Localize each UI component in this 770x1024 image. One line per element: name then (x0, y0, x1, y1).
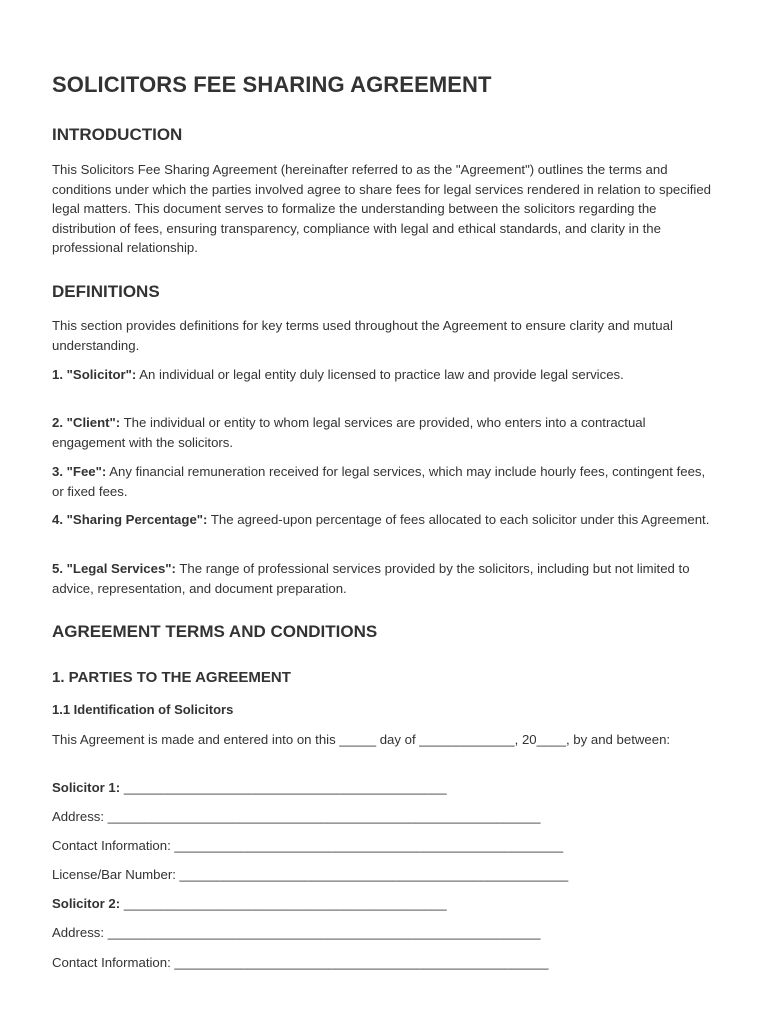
definition-text: An individual or legal entity duly licensed to practice law and provide legal services. (136, 367, 624, 382)
solicitor2-address-field[interactable]: Address: ___________________________________________________________ (52, 925, 541, 940)
solicitor2-name-field[interactable] (52, 894, 447, 914)
definition-item (52, 510, 718, 530)
solicitor2-blank[interactable]: ____________________________________________ (120, 896, 447, 911)
definition-item (52, 365, 718, 385)
definition-text: The individual or entity to whom legal services are provided, who enters into a contractual engagement with the solicitors. (52, 415, 646, 450)
solicitor1-contact-field[interactable]: Contact Information: _____________________________________________________ (52, 838, 564, 853)
solicitor1-address-field[interactable]: Address: ___________________________________________________________ (52, 809, 541, 824)
definition-text: The range of professional services provided by the solicitors, including but not limited to advice, representation, and document preparation. (52, 561, 690, 596)
parties-heading: 1. PARTIES TO THE AGREEMENT (52, 669, 291, 686)
definitions-intro: This section provides definitions for key terms used throughout the Agreement to ensure clarity and mutual understanding. (52, 318, 673, 353)
definition-item (52, 462, 718, 501)
solicitor1-blank[interactable]: ____________________________________________ (120, 780, 447, 795)
introduction-heading: INTRODUCTION (52, 125, 183, 144)
solicitor1-label: Solicitor 1: (52, 780, 121, 795)
definition-term: 3. "Fee": (52, 464, 107, 479)
definition-item (52, 559, 718, 598)
definitions-heading: DEFINITIONS (52, 282, 160, 301)
definition-text: The agreed-upon percentage of fees allocated to each solicitor under this Agreement. (207, 512, 710, 527)
agreement-date-text: This Agreement is made and entered into on this _____ day of _____________, 20____, by and between: (52, 732, 671, 747)
terms-heading: AGREEMENT TERMS AND CONDITIONS (52, 622, 378, 641)
solicitor2-label: Solicitor 2: (52, 896, 121, 911)
document-title: SOLICITORS FEE SHARING AGREEMENT (52, 72, 492, 97)
definition-item (52, 413, 718, 452)
solicitor1-license-field[interactable]: License/Bar Number: _____________________________________________________ (52, 867, 569, 882)
definition-term: 2. "Client": (52, 415, 121, 430)
solicitor2-contact-field[interactable]: Contact Information: ___________________________________________________ (52, 955, 549, 970)
solicitor1-name-field[interactable] (52, 778, 447, 798)
identification-subheading: 1.1 Identification of Solicitors (52, 702, 234, 717)
definition-term: 5. "Legal Services": (52, 561, 176, 576)
introduction-text: This Solicitors Fee Sharing Agreement (hereinafter referred to as the "Agreement") outlines the terms and conditions under which the parties involved agree to share fees for legal services rendered in relation to specified legal matters. This document serves to formalize the understanding between the solicitors regarding the distribution of fees, ensuring transparency, compliance with legal and ethical standards, and clarity in the professional relationship. (52, 162, 712, 255)
definition-term: 4. "Sharing Percentage": (52, 512, 208, 527)
definition-term: 1. "Solicitor": (52, 367, 137, 382)
definition-text: Any financial remuneration received for legal services, which may include hourly fees, contingent fees, or fixed fees. (52, 464, 706, 499)
